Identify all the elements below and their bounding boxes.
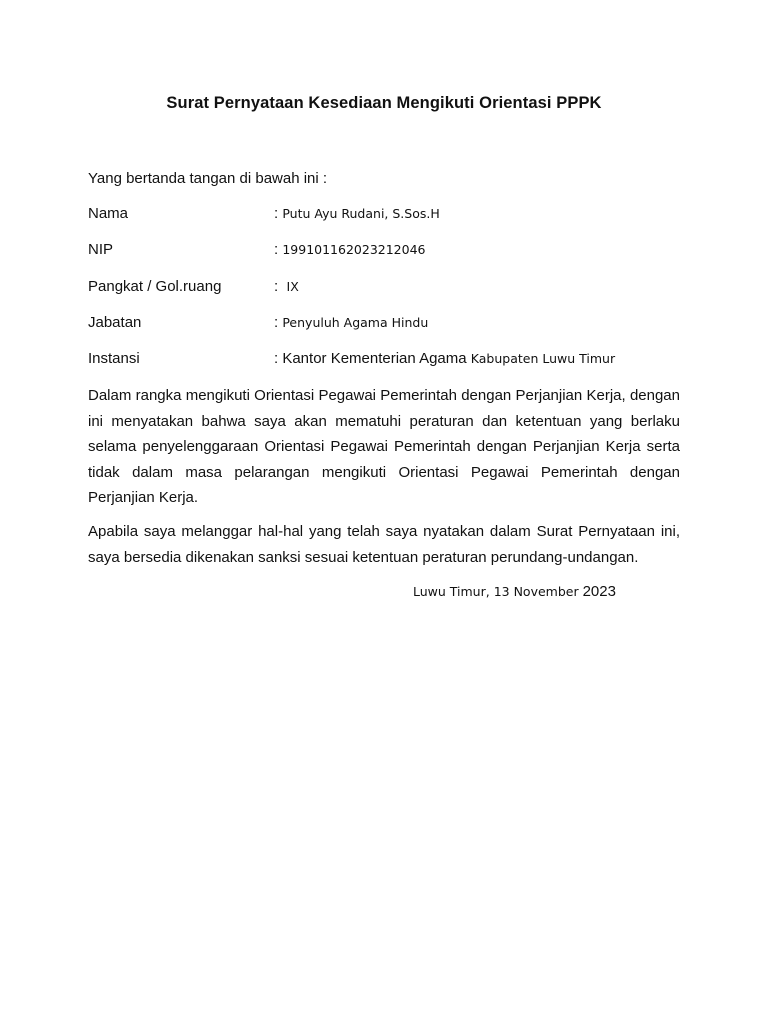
field-label: Nama bbox=[88, 205, 129, 222]
field-pangkat bbox=[88, 278, 688, 300]
field-value: : 199101162023212046 bbox=[274, 241, 426, 258]
field-value: : IX bbox=[274, 278, 299, 295]
paragraph-statement: Dalam rangka mengikuti Orientasi Pegawai Pemerintah dengan Perjanjian Kerja, dengan ini menyatakan bahwa saya akan mematuhi peraturan dan ketentuan yang berlaku selama penyelenggaraan Orientasi Pegawai Pemerintah dengan Perjanjian Kerja serta tidak dalam masa pelarangan mengikuti Orientasi Pegawai Pemerintah dengan Perjanjian Kerja. bbox=[88, 387, 680, 507]
field-value: : Kantor Kementerian Agama Kabupaten Luwu Timur bbox=[274, 350, 616, 367]
field-label: Instansi bbox=[88, 350, 140, 367]
field-value: : Putu Ayu Rudani, S.Sos.H bbox=[274, 205, 440, 222]
field-label: NIP bbox=[88, 241, 114, 258]
field-nama bbox=[88, 205, 688, 227]
paragraph-sanction: Apabila saya melanggar hal-hal yang telah saya nyatakan dalam Surat Pernyataan ini, saya bersedia dikenakan sanksi sesuai ketentuan peraturan perundang-undangan. bbox=[88, 523, 680, 566]
field-nip bbox=[88, 241, 688, 263]
field-label: Jabatan bbox=[88, 314, 142, 331]
field-jabatan bbox=[88, 314, 688, 336]
field-label: Pangkat / Gol.ruang bbox=[88, 278, 222, 295]
intro-text: Yang bertanda tangan di bawah ini : bbox=[88, 170, 328, 187]
document-title: Surat Pernyataan Kesediaan Mengikuti Orientasi PPPK bbox=[166, 94, 602, 112]
place-date: Luwu Timur, 13 November 2023 bbox=[413, 583, 616, 600]
field-instansi bbox=[88, 350, 688, 372]
field-value: : Penyuluh Agama Hindu bbox=[274, 314, 429, 331]
